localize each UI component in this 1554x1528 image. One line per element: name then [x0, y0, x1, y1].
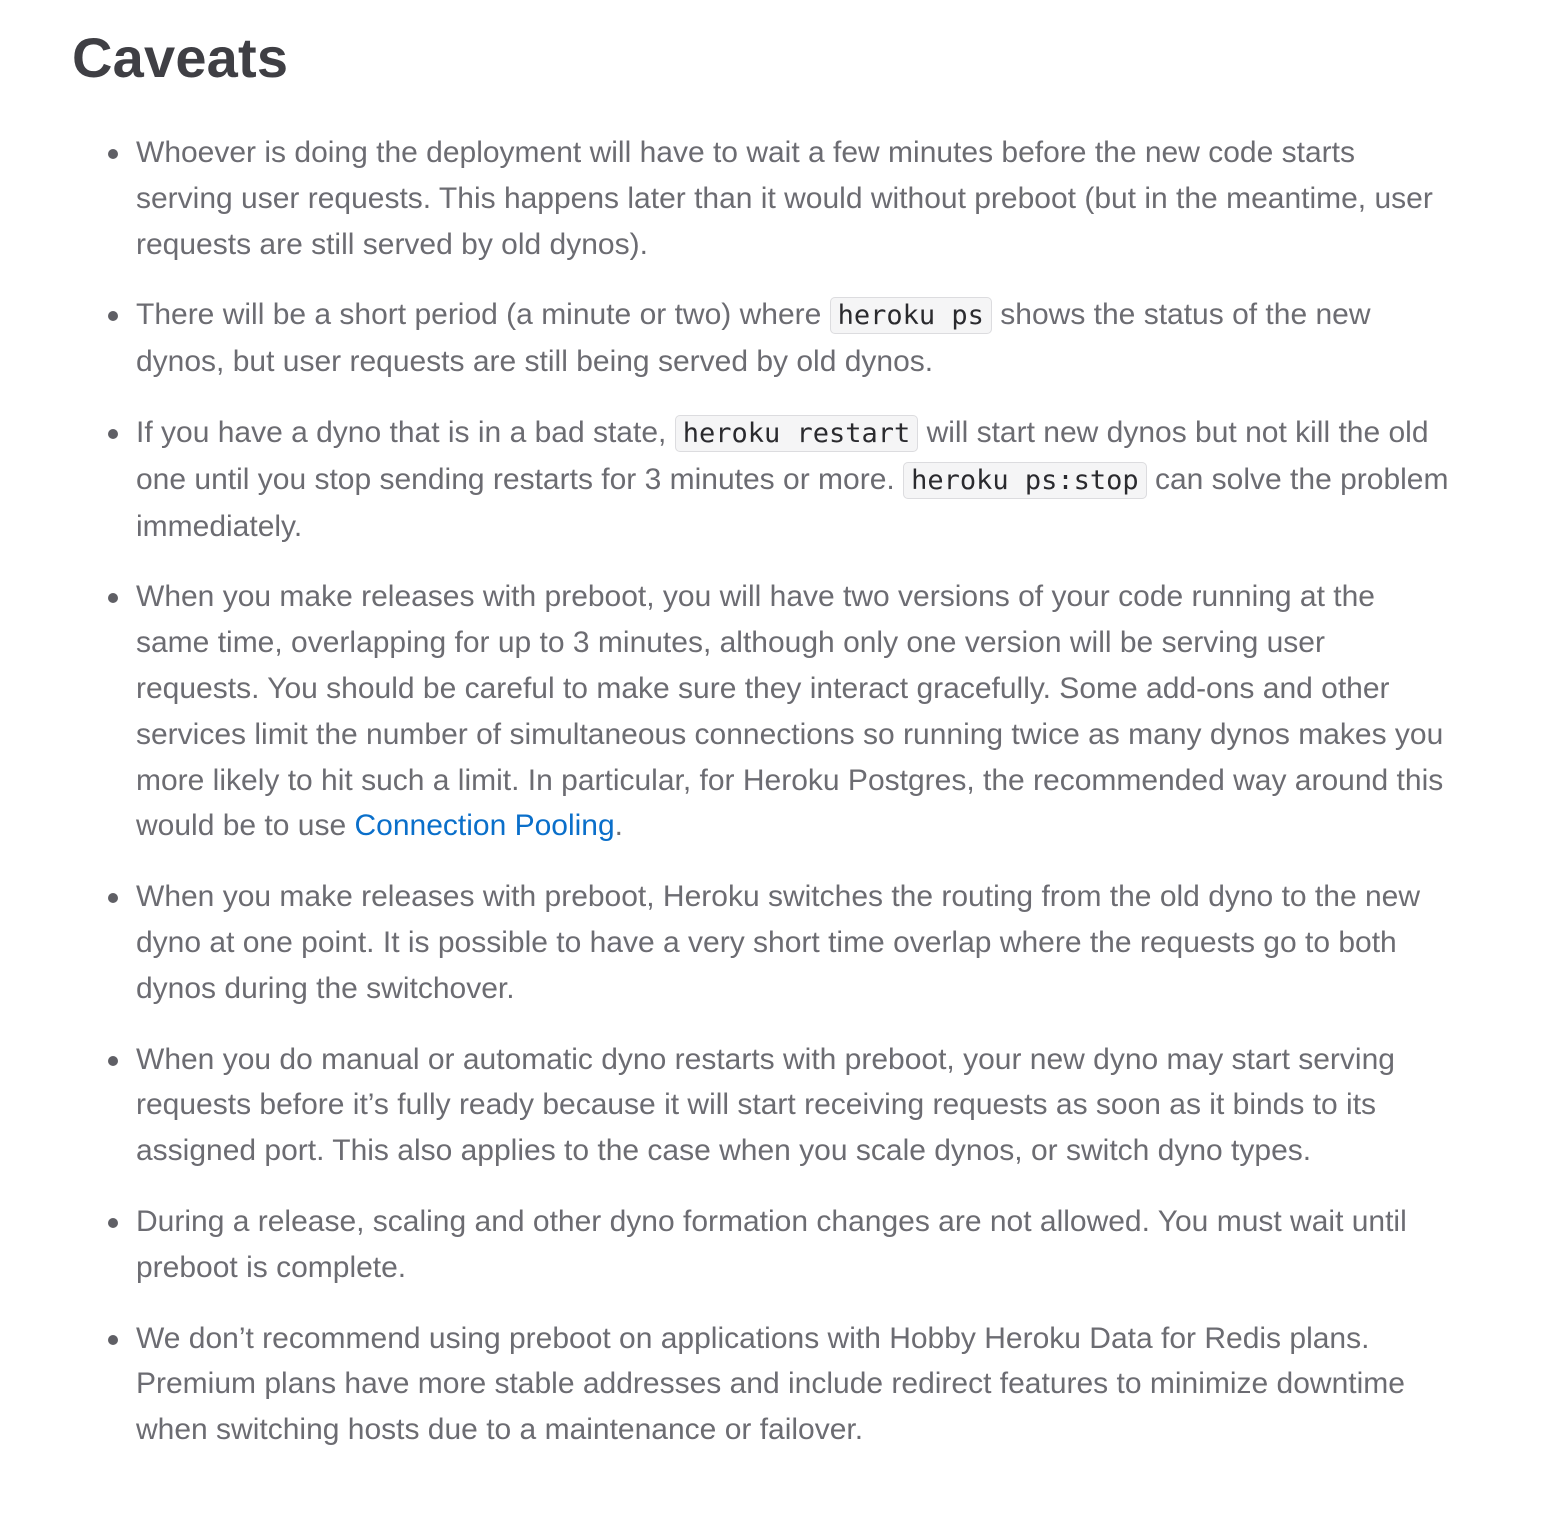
bullet-icon — [108, 311, 118, 321]
list-item — [72, 130, 1456, 267]
bullet-icon — [108, 1218, 118, 1228]
list-item — [72, 410, 1456, 549]
list-item-text: . — [614, 809, 624, 843]
list-item-text: When you make releases with preboot, you will have two versions of your code running at the same time, overlapping for up to 3 minutes, although only one version will be serving user requests. You should be careful to make sure they interact gracefully. Some add-ons and other services limit the number of simultaneous connections so running twice as many dynos makes you more likely to hit such a limit. In particular, for Heroku Postgres, the recommended way around this would be to use — [136, 580, 1444, 843]
list-item — [72, 292, 1456, 385]
caveats-list — [72, 130, 1472, 1453]
bullet-icon — [108, 1056, 118, 1066]
bullet-icon — [108, 593, 118, 603]
inline-code-heroku-ps-stop: heroku ps:stop — [903, 462, 1147, 499]
list-item-text: During a release, scaling and other dyno formation changes are not allowed. You must wait until preboot is complete. — [136, 1204, 1407, 1284]
connection-pooling-link[interactable]: Connection Pooling — [354, 809, 615, 843]
list-item — [72, 1316, 1456, 1453]
list-item-text: If you have a dyno that is in a bad state, — [136, 415, 675, 449]
list-item-text: will start new dynos but not kill the old one until you stop sending restarts for 3 minutes or more. — [136, 415, 1429, 496]
list-item-text: When you make releases with preboot, Heroku switches the routing from the old dyno to the new dyno at one point. It is possible to have a very short time overlap where the requests go to both dynos during the switchover. — [136, 880, 1421, 1005]
list-item-text: We don’t recommend using preboot on applications with Hobby Heroku Data for Redis plans. Premium plans have more stable addresses and include redirect features to minimize downtime when switching hosts due to a maintenance or failover. — [136, 1321, 1405, 1447]
section-heading: Caveats — [72, 26, 289, 89]
list-item-text: can solve the problem immediately. — [136, 462, 1449, 543]
inline-code-heroku-ps: heroku ps — [830, 297, 992, 334]
list-item-text: shows the status of the new dynos, but user requests are still being served by old dynos. — [136, 298, 1371, 379]
inline-code-heroku-restart: heroku restart — [675, 415, 919, 452]
list-item — [72, 874, 1456, 1011]
list-item-text: When you do manual or automatic dyno restarts with preboot, your new dyno may start serving requests before it’s fully ready because it will start receiving requests as soon as it binds to its assigned port. This also applies to the case when you scale dynos, or switch dyno types. — [136, 1042, 1395, 1168]
list-item — [72, 1037, 1456, 1174]
list-item — [72, 574, 1456, 849]
bullet-icon — [108, 1335, 118, 1345]
bullet-icon — [108, 149, 118, 159]
list-item-text: Whoever is doing the deployment will have to wait a few minutes before the new code starts serving user requests. This happens later than it would without preboot (but in the meantime, user requests are still served by old dynos). — [136, 136, 1433, 261]
article-content — [72, 0, 1472, 1478]
bullet-icon — [108, 893, 118, 903]
bullet-icon — [108, 429, 118, 439]
list-item-text: There will be a short period (a minute or two) where — [136, 298, 830, 332]
list-item — [72, 1199, 1456, 1291]
